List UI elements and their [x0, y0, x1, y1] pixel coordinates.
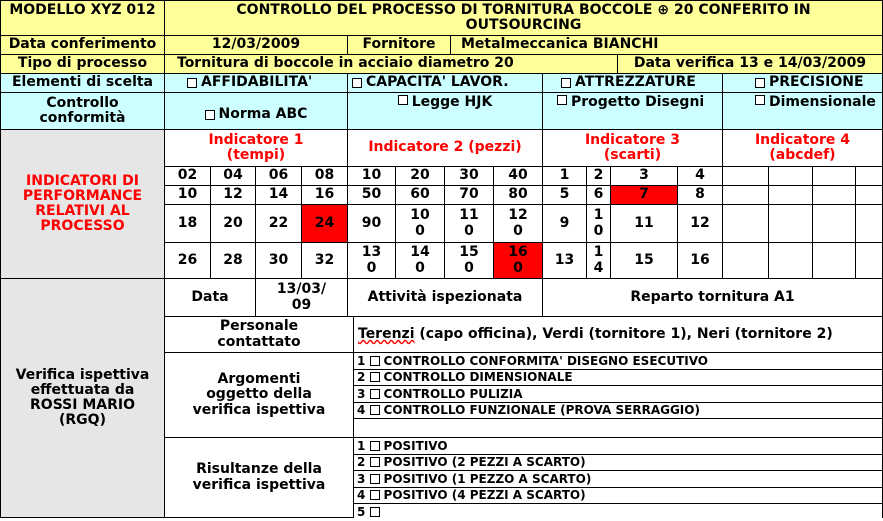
indicatore-3-cell: 1: [542, 166, 587, 186]
indicatore-1-cell: 06: [255, 166, 302, 186]
argomento-item[interactable]: 4 CONTROLLO FUNZIONALE (PROVA SERRAGGIO): [353, 403, 882, 420]
indicatore-3-header: Indicatore 3 (scarti): [542, 129, 723, 167]
data-conferimento-label: Data conferimento: [0, 35, 165, 55]
elementi-scelta-label: Elementi di scelta: [0, 73, 165, 93]
indicatore-3-cell: 4: [677, 166, 723, 186]
argomento-item[interactable]: 2 CONTROLLO DIMENSIONALE: [353, 370, 882, 387]
checkbox-icon: [370, 405, 380, 415]
argomenti-list: [353, 352, 883, 438]
indicatore-4-cell: [855, 204, 883, 243]
indicatore-1-cell: 30: [255, 242, 302, 279]
checkbox-precisione[interactable]: PRECISIONE: [722, 73, 883, 93]
indicatore-4-cell: [722, 204, 769, 243]
indicatore-4-header: Indicatore 4 (abcdef): [722, 129, 883, 167]
controllo-conformita-label: Controllo conformità: [0, 92, 165, 130]
indicatore-2-cell: 15 0: [444, 242, 494, 279]
indicatore-2-header: Indicatore 2 (pezzi): [347, 129, 543, 167]
indicatori-label: INDICATORI DI PERFORMANCE RELATIVI AL PROCESSO: [0, 129, 165, 279]
indicatore-4-cell: [722, 242, 769, 279]
indicatore-4-cell: [812, 242, 856, 279]
checkbox-icon: [561, 78, 571, 88]
indicatore-3-cell: 3: [610, 166, 678, 186]
model-code: MODELLO XYZ 012: [0, 0, 165, 36]
indicatore-3-cell: 16: [677, 242, 723, 279]
checkbox-legge-hjk[interactable]: Legge HJK: [347, 92, 543, 130]
indicatore-4-cell: [768, 185, 813, 205]
indicatore-4-cell: [812, 204, 856, 243]
indicatore-4-cell: [812, 166, 856, 186]
checkbox-icon: [755, 95, 765, 105]
indicatore-1-cell: 26: [164, 242, 211, 279]
personale-name-first: Terenzi: [358, 325, 415, 342]
indicatore-1-cell: 04: [210, 166, 256, 186]
indicatore-2-cell: 90: [347, 204, 396, 243]
indicatore-1-cell: 10: [164, 185, 211, 205]
indicatore-4-cell: [855, 242, 883, 279]
checkbox-affidabilita[interactable]: AFFIDABILITA': [164, 73, 348, 93]
verifica-data-label: Data: [164, 278, 256, 317]
risultanza-item[interactable]: 4 POSITIVO (4 PEZZI A SCARTO): [353, 488, 882, 505]
indicatore-1-cell: 18: [164, 204, 211, 243]
indicatore-4-cell: [855, 185, 883, 205]
indicatore-3-cell: 1 0: [586, 204, 611, 243]
indicatore-2-cell: 10: [347, 166, 396, 186]
checkbox-icon: [370, 389, 380, 399]
checkbox-icon: [370, 474, 380, 484]
indicatore-1-cell: 02: [164, 166, 211, 186]
risultanza-item[interactable]: 1 POSITIVO: [353, 438, 882, 455]
checkbox-capacita[interactable]: CAPACITA' LAVOR.: [347, 73, 543, 93]
indicatore-2-cell: 20: [395, 166, 445, 186]
data-conferimento-value: 12/03/2009: [164, 35, 348, 55]
indicatore-1-cell: 32: [301, 242, 348, 279]
data-verifica: Data verifica 13 e 14/03/2009: [617, 54, 883, 74]
form-title-line1: CONTROLLO DEL PROCESSO DI TORNITURA BOCCOLE ⊕ 20 CONFERITO IN: [236, 1, 811, 18]
indicatore-4-cell: [768, 204, 813, 243]
diameter-icon: ⊕: [657, 1, 670, 18]
indicatore-2-cell: 70: [444, 185, 494, 205]
verifica-ispettiva-label: Verifica ispettiva effettuata da ROSSI MARIO (RGQ): [0, 278, 165, 518]
indicatore-3-cell: 7: [610, 185, 678, 205]
form-title: [164, 0, 883, 36]
checkbox-icon: [370, 457, 380, 467]
indicatore-1-cell: 20: [210, 204, 256, 243]
indicatore-2-cell: 40: [493, 166, 543, 186]
checkbox-icon: [755, 78, 765, 88]
indicatore-1-cell: 24: [301, 204, 348, 243]
indicatore-3-cell: 2: [586, 166, 611, 186]
checkbox-icon: [370, 490, 380, 500]
indicatore-2-cell: 30: [444, 166, 494, 186]
indicatore-2-cell: 60: [395, 185, 445, 205]
risultanze-list: [353, 437, 883, 518]
indicatore-4-cell: [812, 185, 856, 205]
indicatore-1-cell: 14: [255, 185, 302, 205]
indicatore-4-cell: [768, 166, 813, 186]
checkbox-norma-abc[interactable]: Norma ABC: [164, 92, 348, 130]
indicatore-3-cell: 13: [542, 242, 587, 279]
indicatore-3-cell: 6: [586, 185, 611, 205]
argomento-item[interactable]: 1 CONTROLLO CONFORMITA' DISEGNO ESECUTIVO: [353, 353, 882, 370]
indicatore-4-cell: [855, 166, 883, 186]
indicatore-1-cell: 12: [210, 185, 256, 205]
risultanze-label: Risultanze della verifica ispettiva: [164, 437, 354, 518]
indicatore-2-cell: 14 0: [395, 242, 445, 279]
argomenti-label: Argomenti oggetto della verifica ispettiva: [164, 352, 354, 438]
attivita-value: Reparto tornitura A1: [542, 278, 883, 317]
checkbox-icon: [370, 356, 380, 366]
fornitore-value: Metalmeccanica BIANCHI: [450, 35, 883, 55]
tipo-processo-value: Tornitura di boccole in acciaio diametro 20: [164, 54, 618, 74]
checkbox-icon: [205, 110, 215, 120]
indicatore-2-cell: 13 0: [347, 242, 396, 279]
personale-value: [353, 316, 883, 353]
tipo-processo-label: Tipo di processo: [0, 54, 165, 74]
checkbox-icon: [370, 372, 380, 382]
indicatore-3-cell: 1 4: [586, 242, 611, 279]
indicatore-3-cell: 5: [542, 185, 587, 205]
indicatore-1-cell: 16: [301, 185, 348, 205]
indicatore-2-cell: 50: [347, 185, 396, 205]
indicatore-2-cell: 16 0: [493, 242, 543, 279]
argomento-spacer: [353, 419, 882, 439]
indicatore-1-cell: 28: [210, 242, 256, 279]
indicatore-4-cell: [722, 166, 769, 186]
fornitore-label: Fornitore: [347, 35, 451, 55]
indicatore-2-cell: 11 0: [444, 204, 494, 243]
checkbox-dimensionale[interactable]: Dimensionale: [722, 92, 883, 130]
checkbox-icon: [398, 95, 408, 105]
risultanza-item[interactable]: 2 POSITIVO (2 PEZZI A SCARTO): [353, 455, 882, 472]
indicatore-1-cell: 22: [255, 204, 302, 243]
checkbox-icon: [352, 78, 362, 88]
indicatore-4-cell: [768, 242, 813, 279]
indicatore-1-cell: 08: [301, 166, 348, 186]
indicatore-3-cell: 15: [610, 242, 678, 279]
indicatore-3-cell: 12: [677, 204, 723, 243]
checkbox-icon: [187, 78, 197, 88]
personale-name-rest: (capo officina), Verdi (tornitore 1), Neri (tornitore 2): [414, 325, 833, 342]
indicatore-3-cell: 8: [677, 185, 723, 205]
risultanza-item[interactable]: 3 POSITIVO (1 PEZZO A SCARTO): [353, 471, 882, 488]
checkbox-icon: [370, 441, 380, 451]
indicatore-3-cell: 9: [542, 204, 587, 243]
indicatore-4-cell: [722, 185, 769, 205]
indicatore-2-cell: 80: [493, 185, 543, 205]
checkbox-icon: [370, 507, 380, 517]
checkbox-progetto-disegni[interactable]: Progetto Disegni: [542, 92, 723, 130]
indicatore-2-cell: 12 0: [493, 204, 543, 243]
argomento-item[interactable]: 3 CONTROLLO PULIZIA: [353, 386, 882, 403]
risultanza-item[interactable]: 5: [353, 504, 882, 521]
form-title-line2: OUTSOURCING: [465, 17, 582, 33]
checkbox-attrezzature[interactable]: ATTREZZATURE: [542, 73, 723, 93]
verifica-data-value: 13/03/ 09: [255, 278, 348, 317]
personale-label: Personale contattato: [164, 316, 354, 353]
indicatore-1-header: Indicatore 1 (tempi): [164, 129, 348, 167]
attivita-label: Attività ispezionata: [347, 278, 543, 317]
indicatore-2-cell: 10 0: [395, 204, 445, 243]
checkbox-icon: [557, 95, 567, 105]
indicatore-3-cell: 11: [610, 204, 678, 243]
